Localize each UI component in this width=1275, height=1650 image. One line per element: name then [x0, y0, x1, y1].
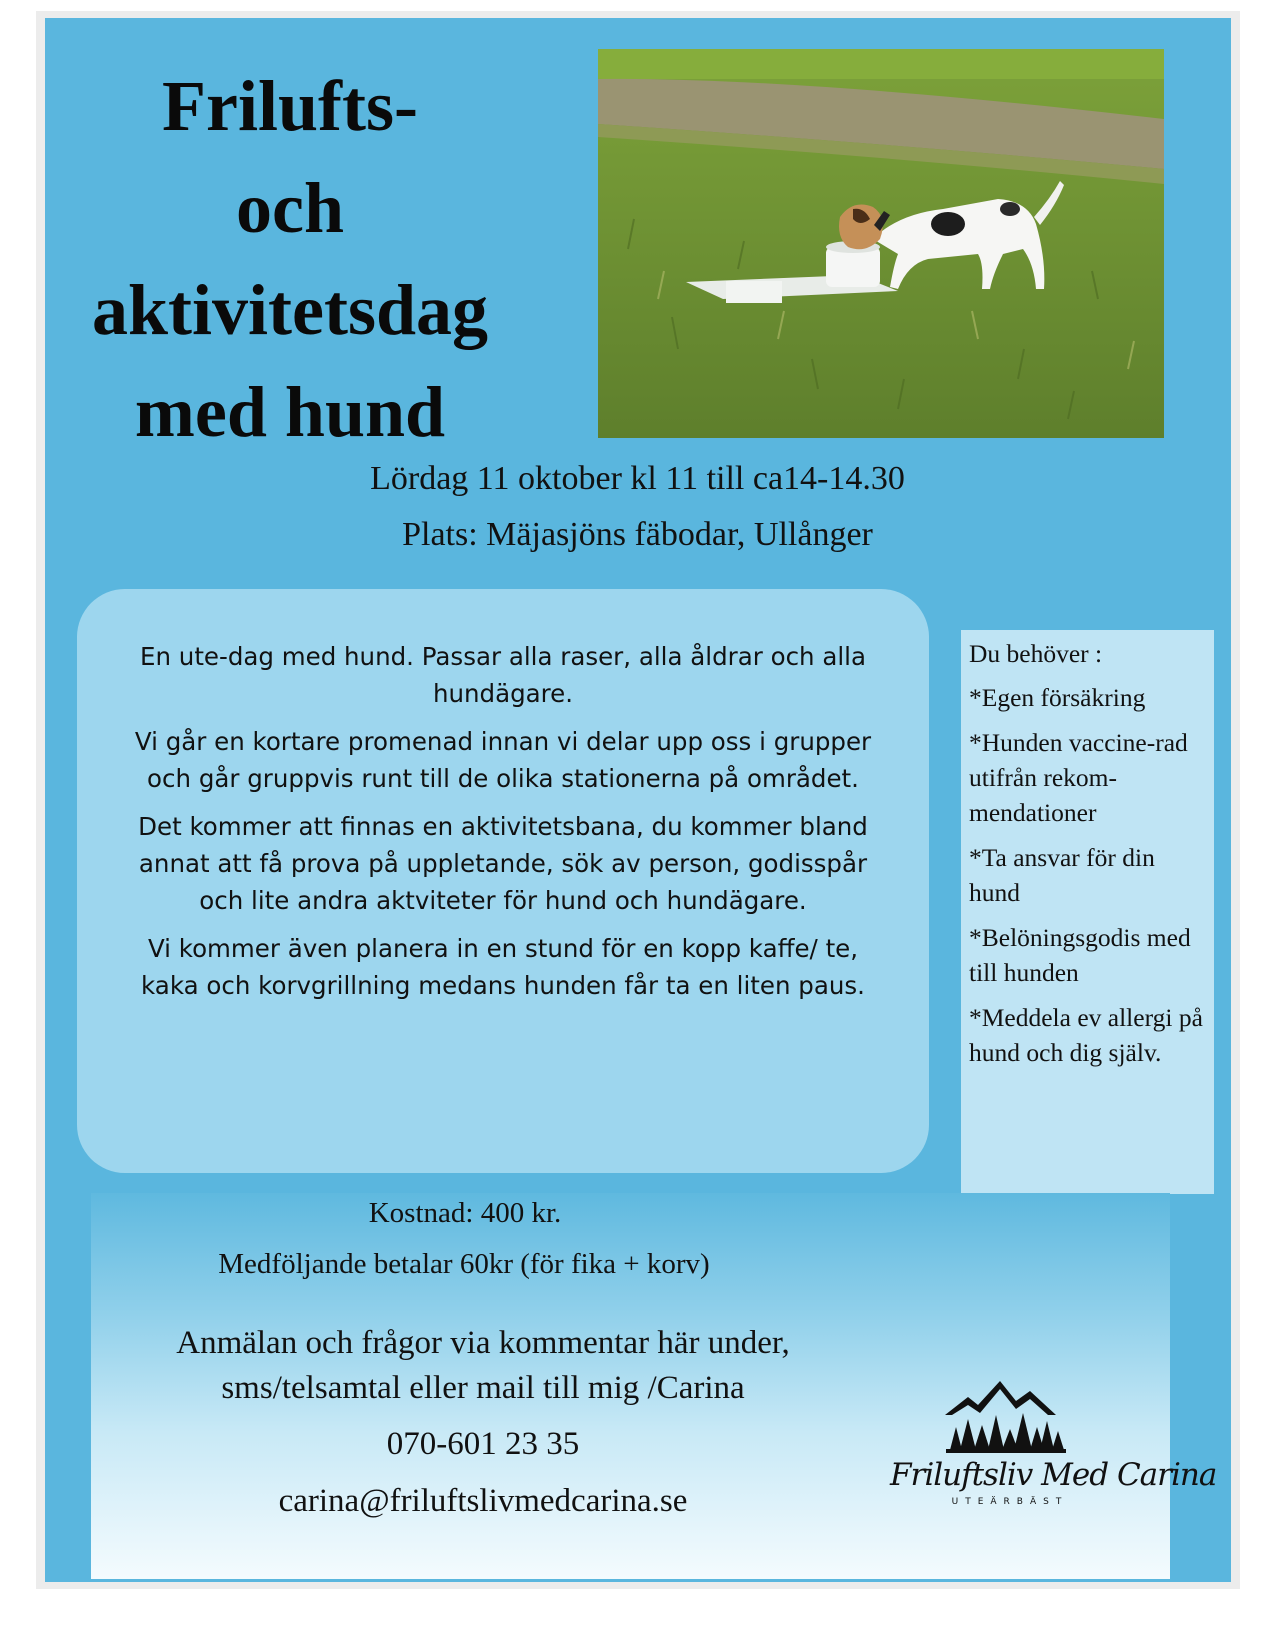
requirement-item: *Belöningsgodis med till hunden: [969, 923, 1191, 987]
logo-tagline: UTEÄRBÄST: [951, 1497, 1069, 1507]
contact-line: Anmälan och frågor via kommentar här under,: [176, 1325, 790, 1361]
description-paragraph: Vi går en kortare promenad innan vi delar upp oss i grupper och går gruppvis runt till de olika stationerna på området.: [134, 727, 872, 793]
cost-companion: Medföljande betalar 60kr (för fika + korv): [218, 1248, 710, 1280]
requirement-item: *Egen försäkring: [969, 683, 1146, 712]
event-place: Plats: Mäjasjöns fäbodar, Ullånger: [402, 516, 873, 553]
contact-email[interactable]: carina@friluftslivmedcarina.se: [278, 1483, 688, 1519]
cost-price: Kostnad: 400 kr.: [368, 1197, 562, 1229]
contact-phone[interactable]: 070-601 23 35: [386, 1426, 580, 1462]
description-paragraph: Det kommer att finnas en aktivitetsbana, du kommer bland annat att få prova på uppletande, sök av person, godisspår och lite andra aktviteter för hund och hundägare.: [138, 812, 868, 915]
title-line: Frilufts-: [162, 66, 418, 146]
requirements-box: [961, 630, 1214, 1194]
contact-line: sms/telsamtal eller mail till mig /Carina: [221, 1370, 745, 1406]
title-line: med hund: [134, 372, 446, 452]
requirement-item: *Ta ansvar för din hund: [969, 843, 1155, 907]
description-paragraph: En ute-dag med hund. Passar alla raser, alla åldrar och alla hundägare.: [140, 642, 866, 708]
title-line: och: [236, 168, 344, 248]
requirement-item: *Meddela ev allergi på hund och dig själv.: [969, 1003, 1203, 1067]
event-date: Lördag 11 oktober kl 11 till ca14-14.30: [370, 460, 905, 497]
mountain-forest-icon: [890, 1375, 1130, 1455]
brand-logo: [890, 1375, 1217, 1515]
logo-name: Friluftsliv Med Carina: [890, 1457, 1217, 1493]
title-line: aktivitetsdag: [92, 270, 488, 350]
requirements-heading: Du behöver :: [969, 639, 1103, 668]
dog-photo-image: [598, 49, 1164, 438]
description-box: [77, 589, 929, 1173]
requirement-item: *Hunden vaccine-rad utifrån rekom-mendationer: [969, 728, 1188, 827]
poster-title: [60, 55, 520, 463]
dog-photo: [598, 49, 1164, 438]
description-paragraph: Vi kommer även planera in en stund för en kopp kaffe/ te, kaka och korvgrillning medans hunden får ta en liten paus.: [141, 934, 865, 1000]
